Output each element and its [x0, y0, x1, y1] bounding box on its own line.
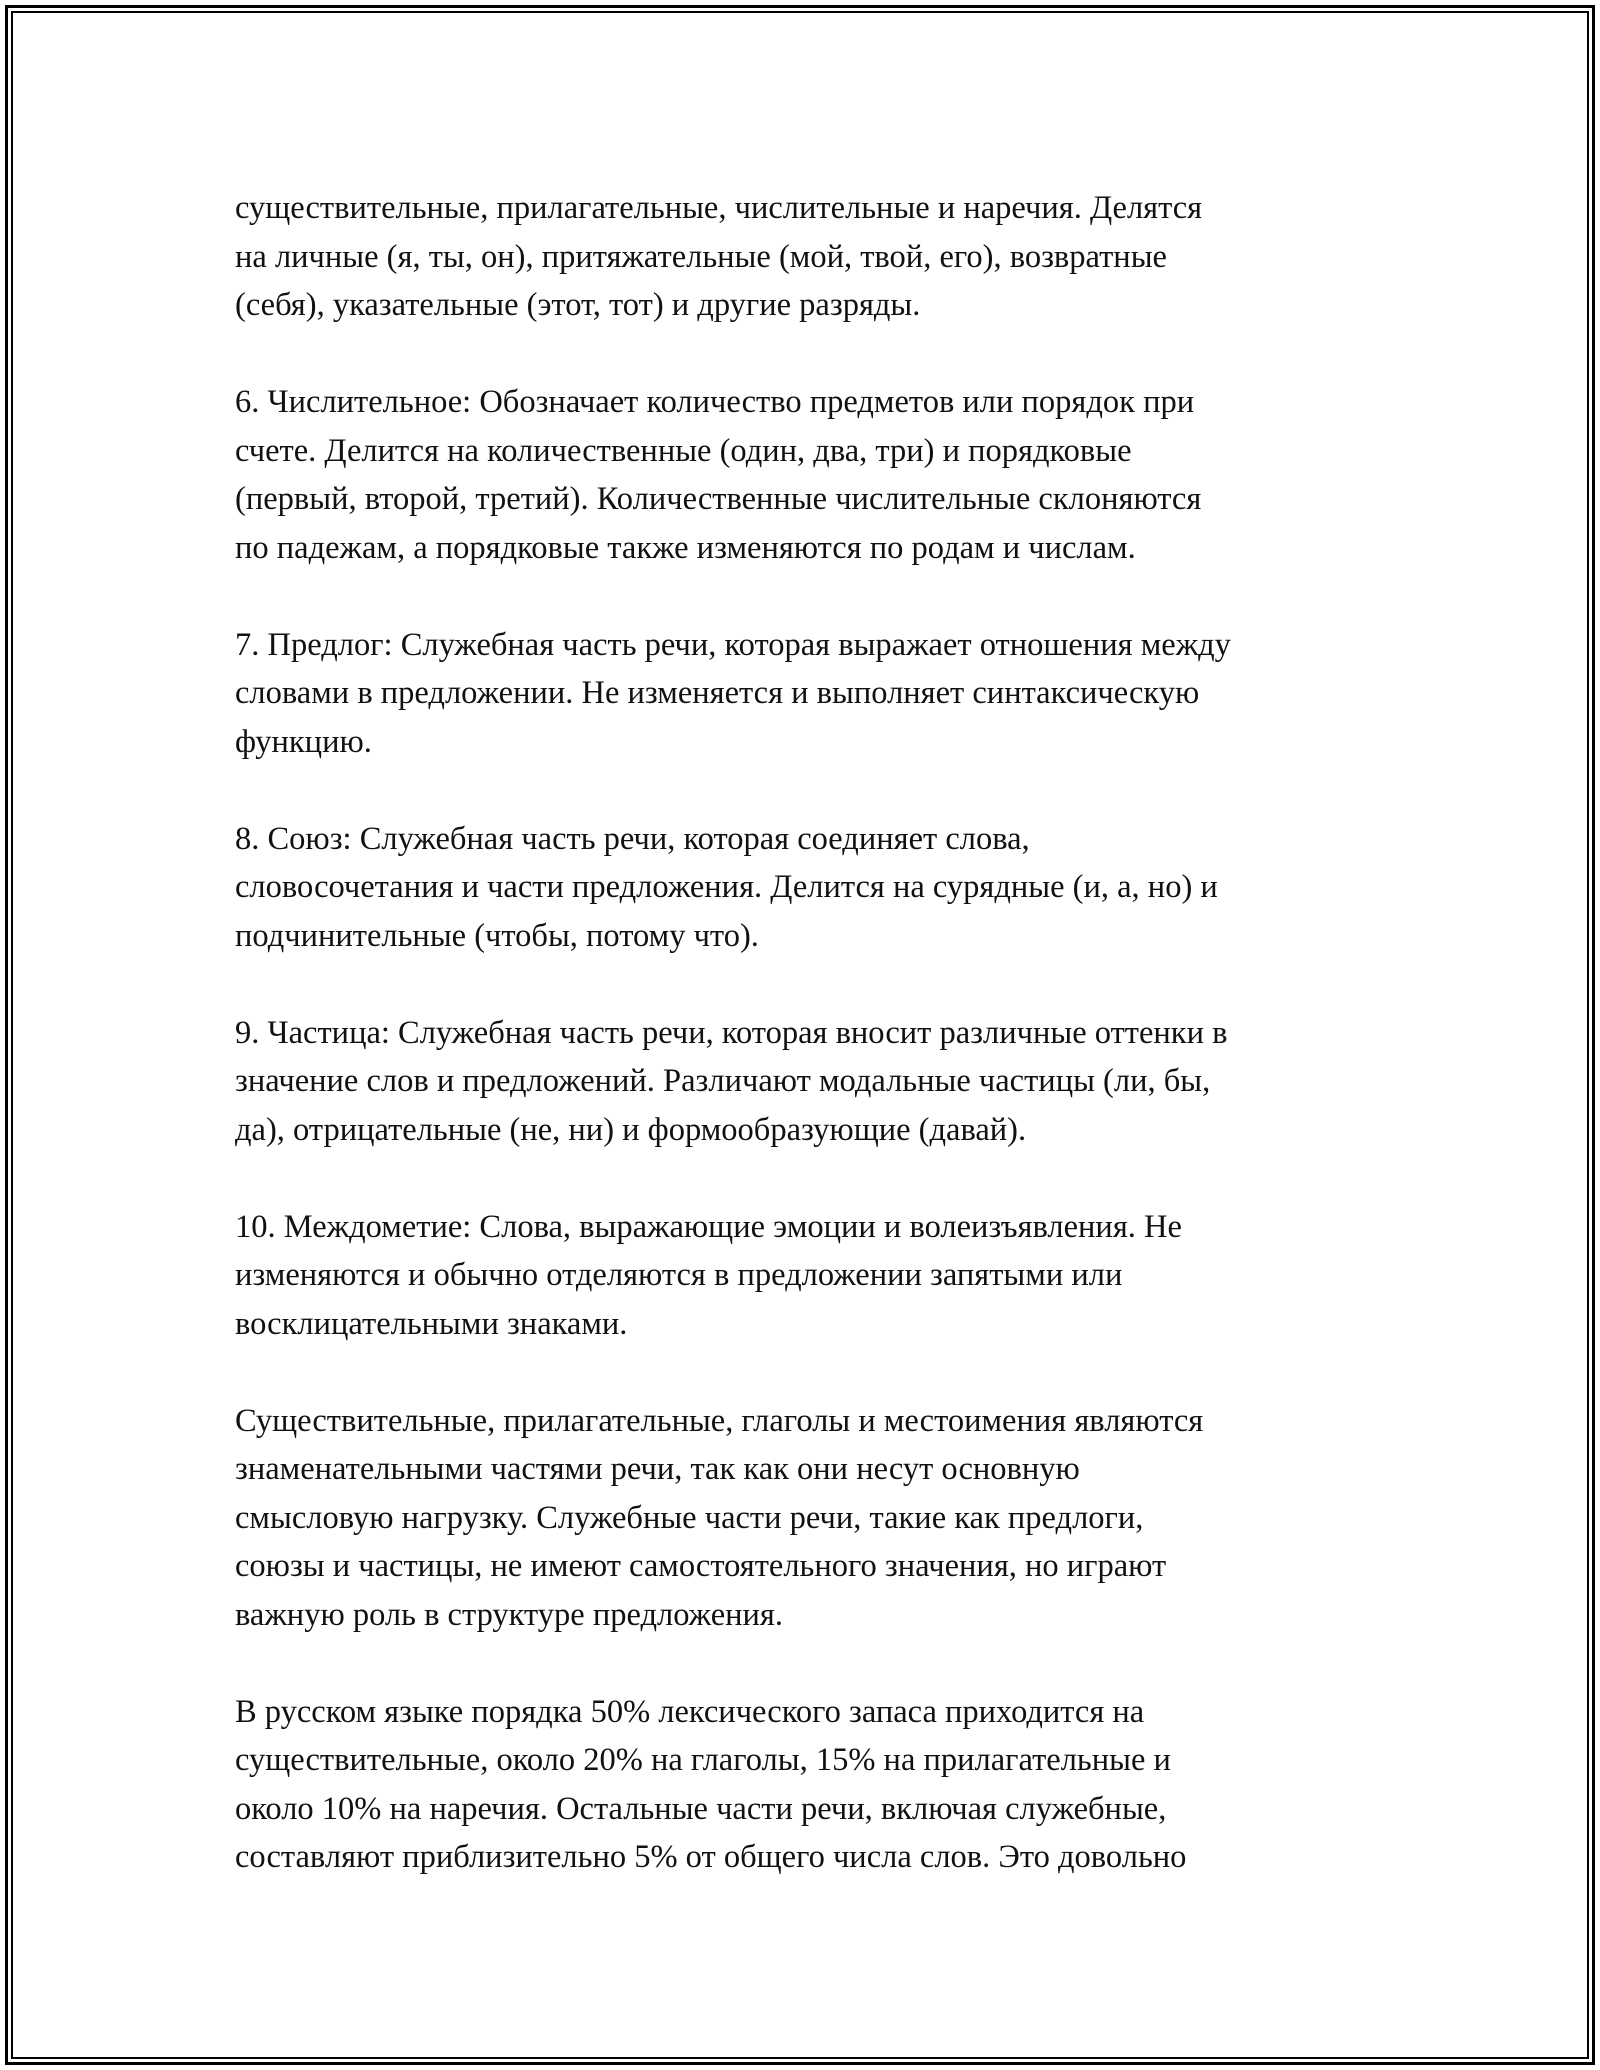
text-line: счете. Делится на количественные (один, два, три) и порядковые [235, 432, 1132, 469]
text-line: 9. Частица: Служебная часть речи, которая вносит различные оттенки в [235, 1014, 1228, 1051]
text-line: 6. Числительное: Обозначает количество предметов или порядок при [235, 384, 1195, 420]
text-line: по падежам, а порядковые также изменяются по родам и числам. [235, 529, 1136, 566]
paragraph-summary [235, 1397, 1385, 1640]
paragraph-statistics [235, 1688, 1385, 1882]
text-line: 10. Междометие: Слова, выражающие эмоции и волеизъявления. Не [235, 1208, 1182, 1245]
text-line: изменяются и обычно отделяются в предложении запятыми или [235, 1257, 1123, 1293]
text-line: существительные, около 20% на глаголы, 15% на прилагательные и [235, 1742, 1171, 1778]
text-line: функцию. [235, 723, 372, 760]
text-line: существительные, прилагательные, числительные и наречия. Делятся [235, 190, 1203, 226]
document-body [235, 184, 1385, 1930]
text-line: подчинительные (чтобы, потому что). [235, 917, 759, 954]
paragraph-numeral [235, 378, 1385, 572]
paragraph-interjection [235, 1203, 1385, 1349]
text-line: восклицательными знаками. [235, 1305, 628, 1342]
paragraph-preposition [235, 621, 1385, 767]
text-line: словосочетания и части предложения. Делится на сурядные (и, а, но) и [235, 869, 1218, 905]
text-line: (себя), указательные (этот, тот) и другие разряды. [235, 287, 921, 323]
paragraph-pronoun-continuation [235, 184, 1385, 330]
paragraph-particle [235, 1009, 1385, 1155]
text-line: знаменательными частями речи, так как они несут основную [235, 1451, 1080, 1487]
text-line: да), отрицательные (не, ни) и формообразующие (давай). [235, 1111, 1027, 1148]
text-line: значение слов и предложений. Различают модальные частицы (ли, бы, [235, 1063, 1211, 1099]
text-line: словами в предложении. Не изменяется и выполняет синтаксическую [235, 675, 1200, 711]
paragraph-conjunction [235, 815, 1385, 961]
text-line: В русском языке порядка 50% лексического запаса приходится на [235, 1693, 1145, 1730]
text-line: важную роль в структуре предложения. [235, 1596, 783, 1633]
text-line: союзы и частицы, не имеют самостоятельного значения, но играют [235, 1548, 1167, 1584]
text-line: 8. Союз: Служебная часть речи, которая соединяет слова, [235, 820, 1030, 857]
text-line: составляют приблизительно 5% от общего числа слов. Это довольно [235, 1839, 1187, 1875]
text-line: на личные (я, ты, он), притяжательные (мой, твой, его), возвратные [235, 238, 1167, 275]
text-line: Существительные, прилагательные, глаголы и местоимения являются [235, 1402, 1204, 1439]
text-line: около 10% на наречия. Остальные части речи, включая служебные, [235, 1790, 1167, 1827]
text-line: (первый, второй, третий). Количественные числительные склоняются [235, 481, 1202, 517]
text-line: смысловую нагрузку. Служебные части речи, такие как предлоги, [235, 1499, 1144, 1536]
text-line: 7. Предлог: Служебная часть речи, которая выражает отношения между [235, 626, 1231, 663]
